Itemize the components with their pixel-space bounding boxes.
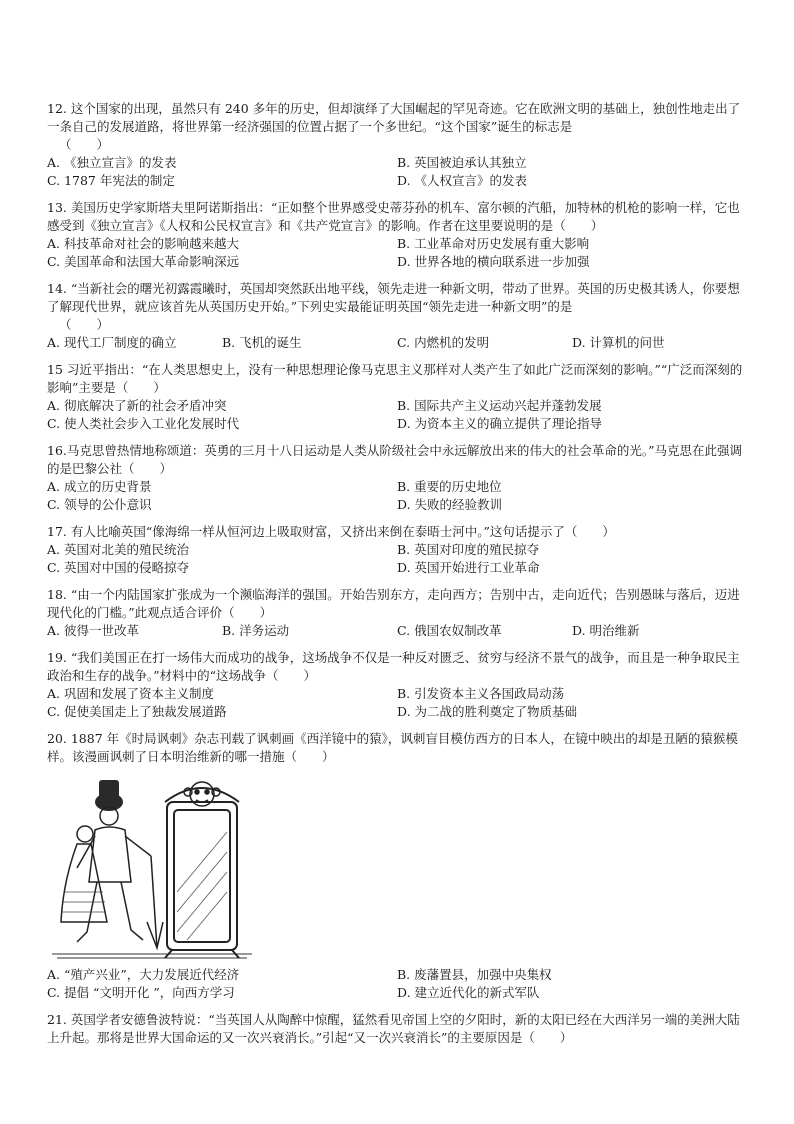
option-a[interactable]: A. 彼得一世改革 <box>47 623 139 638</box>
answer-paren: （ ） <box>59 317 110 332</box>
option-a[interactable]: A. 英国对北美的殖民统治 <box>47 542 189 557</box>
option-c[interactable]: C. 英国对中国的侵略掠夺 <box>47 560 190 575</box>
question-12 <box>47 100 747 190</box>
question-stem: 14. “当新社会的曙光初露霞曦时，英国却突然跃出地平线，领先走进一种新文明，带动了世界。英国的历史极其诱人，你要想了解现代世界，就应该首先从英国历史开始。”下列史实最能证明英国“领先走进一种新文明”的是 <box>47 281 740 314</box>
question-18 <box>47 586 747 640</box>
monkey-in-mirror-cartoon-icon <box>47 772 257 962</box>
option-a[interactable]: A. 《独立宣言》的发表 <box>47 155 177 170</box>
option-d[interactable]: D. 明治维新 <box>572 623 640 638</box>
question-stem: 13. 美国历史学家斯塔夫里阿诺斯指出：“正如整个世界感受史蒂芬孙的机车、富尔顿的汽船，加特林的机枪的影响一样，它也感受到《独立宣言》《人权和公民权宣言》和《共产党宣言》的影响。作者在这里要说明的是（ ） <box>47 200 740 233</box>
option-b[interactable]: B. 废藩置县，加强中央集权 <box>397 967 552 982</box>
option-b[interactable]: B. 重要的历史地位 <box>397 479 502 494</box>
option-b[interactable]: B. 飞机的诞生 <box>222 335 302 350</box>
question-stem: 18. “由一个内陆国家扩张成为一个濒临海洋的强国。开始告别东方，走向西方；告别中古，走向近代；告别愚昧与落后，迈进现代化的门槛。”此观点适合评价（ ） <box>47 587 740 620</box>
option-a[interactable]: A. “殖产兴业”，大力发展近代经济 <box>47 967 240 982</box>
options-grid <box>47 541 747 577</box>
question-stem: 20. 1887 年《时局讽刺》杂志刊载了讽刺画《西洋镜中的猿》，讽刺盲目模仿西方的日本人，在镜中映出的却是丑陋的猿猴模样。该漫画讽刺了日本明治维新的哪一措施（ ） <box>47 731 738 764</box>
question-19 <box>47 649 747 721</box>
question-stem: 17. 有人比喻英国“像海绵一样从恒河边上吸取财富，又挤出来倒在泰晤士河中。”这句话提示了（ ） <box>47 524 615 539</box>
option-b[interactable]: B. 英国对印度的殖民掠夺 <box>397 542 540 557</box>
option-b[interactable]: B. 英国被迫承认其独立 <box>397 155 527 170</box>
question-16 <box>47 442 747 514</box>
question-21 <box>47 1011 747 1047</box>
options-grid <box>47 966 747 1002</box>
option-a[interactable]: A. 成立的历史背景 <box>47 479 152 494</box>
option-d[interactable]: D. 计算机的问世 <box>572 335 665 350</box>
option-d[interactable]: D. 为资本主义的确立提供了理论指导 <box>397 416 603 431</box>
options-grid <box>47 334 747 352</box>
options-grid <box>47 154 747 190</box>
option-b[interactable]: B. 工业革命对历史发展有重大影响 <box>397 236 590 251</box>
option-b[interactable]: B. 国际共产主义运动兴起并蓬勃发展 <box>397 398 602 413</box>
option-c[interactable]: C. 1787 年宪法的制定 <box>47 173 175 188</box>
question-stem: 12. 这个国家的出现，虽然只有 240 多年的历史，但却演绎了大国崛起的罕见奇迹。它在欧洲文明的基础上，独创性地走出了一条自己的发展道路，将世界第一经济强国的位置占据了一个多世纪。“这个国家”诞生的标志是 <box>47 101 741 134</box>
option-d[interactable]: D. 《人权宣言》的发表 <box>397 173 528 188</box>
answer-paren: （ ） <box>59 137 110 152</box>
option-b[interactable]: B. 洋务运动 <box>222 623 290 638</box>
question-stem: 21. 英国学者安德鲁波特说：“当英国人从陶醉中惊醒，猛然看见帝国上空的夕阳时，新的太阳已经在大西洋另一端的美洲大陆上升起。那将是世界大国命运的又一次兴衰消长。”引起“又一次兴衰消长”的主要原因是（ ） <box>47 1012 740 1045</box>
options-grid <box>47 622 747 640</box>
option-c[interactable]: C. 提倡 “文明开化 ”，向西方学习 <box>47 985 235 1000</box>
exam-page <box>47 100 747 1056</box>
question-20 <box>47 730 747 1002</box>
option-c[interactable]: C. 美国革命和法国大革命影响深远 <box>47 254 240 269</box>
question-stem: 19. “我们美国正在打一场伟大而成功的战争，这场战争不仅是一种反对匮乏、贫穷与经济不景气的战争，而且是一种争取民主政治和生存的战争。”材料中的“这场战争（ ） <box>47 650 740 683</box>
option-a[interactable]: A. 现代工厂制度的确立 <box>47 335 177 350</box>
option-c[interactable]: C. 内燃机的发明 <box>397 335 490 350</box>
question-15 <box>47 361 747 433</box>
option-a[interactable]: A. 科技革命对社会的影响越来越大 <box>47 236 239 251</box>
question-stem: 15 习近平指出：“在人类思想史上，没有一种思想理论像马克思主义那样对人类产生了如此广泛而深刻的影响。”“广泛而深刻的影响”主要是（ ） <box>47 362 743 395</box>
option-b[interactable]: B. 引发资本主义各国政局动荡 <box>397 686 565 701</box>
option-d[interactable]: D. 为二战的胜利奠定了物质基础 <box>397 704 578 719</box>
option-c[interactable]: C. 俄国农奴制改革 <box>397 623 502 638</box>
question-17 <box>47 523 747 577</box>
options-grid <box>47 235 747 271</box>
option-d[interactable]: D. 世界各地的横向联系进一步加强 <box>397 254 590 269</box>
option-c[interactable]: C. 领导的公仆意识 <box>47 497 152 512</box>
options-grid <box>47 685 747 721</box>
option-d[interactable]: D. 建立近代化的新式军队 <box>397 985 540 1000</box>
option-c[interactable]: C. 使人类社会步入工业化发展时代 <box>47 416 240 431</box>
options-grid <box>47 478 747 514</box>
option-a[interactable]: A. 彻底解决了新的社会矛盾冲突 <box>47 398 227 413</box>
question-14 <box>47 280 747 352</box>
options-grid <box>47 397 747 433</box>
option-a[interactable]: A. 巩固和发展了资本主义制度 <box>47 686 214 701</box>
question-13 <box>47 199 747 271</box>
option-c[interactable]: C. 促使美国走上了独裁发展道路 <box>47 704 227 719</box>
option-d[interactable]: D. 失败的经验教训 <box>397 497 503 512</box>
option-d[interactable]: D. 英国开始进行工业革命 <box>397 560 540 575</box>
question-stem: 16.马克思曾热情地称颂道：英勇的三月十八日运动是人类从阶级社会中永远解放出来的伟大的社会革命的光。”马克思在此强调的是巴黎公社（ ） <box>47 443 743 476</box>
